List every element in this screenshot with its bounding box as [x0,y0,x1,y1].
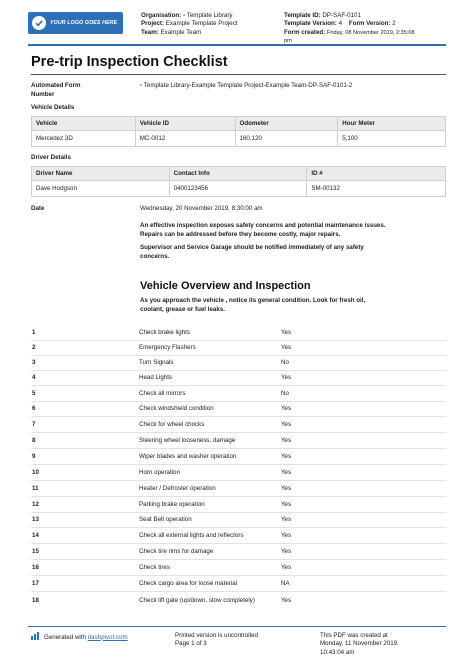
project-value: Example Template Project [165,20,238,28]
column-header: Vehicle ID [135,117,235,131]
footer-generated [31,632,128,643]
list-item [31,402,446,417]
vehicle-details-heading: Vehicle Details [31,104,75,111]
item-answer: No [281,359,289,366]
form-created-value: Friday, 08 November 2019, 2:35:08 [327,29,415,36]
list-item [31,434,446,449]
list-item [31,561,446,576]
page-number: Page 1 of 3 [175,640,207,648]
section-instruction-line1: As you approach the vehicle , notice its general condition. Look for fresh oil, [140,297,366,304]
form-created-label: Form created: [284,28,326,36]
id-cell: SM-00132 [307,181,446,197]
driver-details-table [31,166,446,197]
team-label: Team: [141,28,159,36]
list-item [31,529,446,544]
item-number: 2 [32,344,36,351]
document-header [28,10,448,45]
item-answer: Yes [281,532,292,539]
team-value: Example Team [160,28,202,36]
item-question: Check windshield condition [139,405,214,412]
footer-divider [28,626,446,627]
form-number-label-line1: Automated Form [31,82,81,89]
company-logo [28,12,123,34]
item-number: 7 [32,421,36,428]
project-label: Project: [141,20,165,28]
template-id-value: DP-SAF-0101 [322,12,361,19]
logo-check-icon [32,16,46,30]
list-item [31,466,446,481]
item-question: Check cargo area for loose material [139,580,238,587]
column-header: Hour Meter [338,117,446,131]
header-org-info [141,12,238,37]
column-header: ID # [307,167,446,181]
list-item [31,498,446,513]
form-number-label-line2: Number [31,90,55,98]
vehicle-cell: Mercedez 3D [32,131,136,147]
list-item [31,418,446,433]
list-item [31,387,446,402]
item-number: 10 [32,469,39,476]
form-version-value: 2 [392,20,396,28]
table-row [32,181,446,197]
intro-paragraph-1-line2: Repairs can be addressed before they become costly, major repairs. [140,230,341,238]
item-number: 4 [32,374,36,381]
table-row [32,131,446,147]
section-instruction-line2: coolant, grease or fuel leaks. [140,305,225,313]
item-answer: Yes [281,437,292,444]
column-header: Vehicle [32,117,136,131]
dashpivot-link[interactable]: dashpivot.com [87,633,128,641]
pdf-created-line1: This PDF was created at [320,632,388,639]
item-answer: Yes [281,405,292,412]
intro-paragraph-1-line1: An effective inspection exposes safety concerns and potential maintenance issues. [140,222,386,229]
list-item [31,371,446,386]
column-header: Contact Info [169,167,307,181]
vehicle-details-table [31,116,446,147]
item-number: 13 [32,516,39,523]
item-number: 14 [32,532,39,539]
vehicle-id-cell: MC-0012 [135,131,235,147]
list-item [31,326,446,341]
page-title: Pre-trip Inspection Checklist [31,54,228,70]
list-item [31,545,446,560]
footer-pdf-created [320,632,399,657]
item-question: Check for wheel chocks [139,421,205,428]
item-number: 15 [32,548,39,555]
item-answer: Yes [281,548,292,555]
bar-chart-icon [31,632,40,643]
item-question: Seat Belt operation [139,516,192,523]
header-template-info [284,12,415,46]
item-answer: No [281,390,289,397]
item-answer: Yes [281,501,292,508]
item-answer: Yes [281,421,292,428]
item-number: 16 [32,564,39,571]
generated-prefix: Generated with [44,633,86,641]
item-question: Heater / Defroster operation [139,485,216,492]
item-question: Check all mirrors [139,390,186,397]
template-version-label: Template Version: [284,20,337,28]
form-number-label [31,82,81,99]
list-item [31,341,446,356]
item-answer: Yes [281,344,292,351]
org-label: Organisation: [141,12,182,19]
item-number: 1 [32,329,36,336]
item-number: 11 [32,485,39,492]
item-number: 3 [32,359,36,366]
item-answer: Yes [281,329,292,336]
driver-details-heading: Driver Details [31,154,71,161]
contact-info-cell: 0400123456 [169,181,307,197]
item-answer: Yes [281,374,292,381]
table-header-row [32,117,446,131]
item-answer: Yes [281,469,292,476]
pdf-created-line3: 10:43:04 am [320,648,355,656]
item-number: 8 [32,437,36,444]
header-divider [28,44,446,46]
list-item [31,594,446,616]
template-id-label: Template ID: [284,12,321,19]
footer-printed [175,632,258,649]
odometer-cell: 160,120 [235,131,338,147]
intro-paragraph-1 [140,222,446,239]
form-number-value: ▫ Template Library-Example Template Project-Example Team-DP-SAF-0101-2 [140,82,353,89]
item-question: Horn operation [139,469,180,476]
item-question: Check brake lights [139,329,190,336]
item-question: Turn Signals [139,359,174,366]
intro-paragraph-2-line2: concerns. [140,252,170,260]
item-question: Check lift gate (up/down, stow completely) [139,597,255,604]
section-instruction [140,297,446,314]
list-item [31,450,446,465]
intro-paragraph-2-line1: Supervisor and Service Garage should be notified immediately of any safety [140,244,364,251]
item-question: Wiper blades and washer operation [139,453,237,460]
section-title: Vehicle Overview and Inspection [140,280,311,292]
list-item [31,356,446,371]
item-question: Parking brake operation [139,501,205,508]
item-number: 17 [32,580,39,587]
item-question: Check tire rims for damage [139,548,214,555]
item-number: 12 [32,501,39,508]
item-question: Check tires [139,564,170,571]
item-answer: Yes [281,516,292,523]
item-question: Emergency Flashers [139,344,196,351]
driver-name-cell: Dave Hodgson [32,181,170,197]
item-question: Head Lights [139,374,173,381]
item-number: 6 [32,405,36,412]
form-version-label: Form Version: [348,20,391,28]
column-header: Driver Name [32,167,170,181]
item-question: Check all external lights and reflectors [139,532,244,539]
form-created-value-cont: pm [284,38,292,45]
item-answer: NA [281,580,290,587]
org-value: ▫ Template Library [182,12,233,19]
item-question: Steering wheel looseness, damage [139,437,236,444]
item-number: 18 [32,597,39,604]
list-item [31,482,446,497]
template-version-value: 4 [338,20,343,28]
item-answer: Yes [281,564,292,571]
table-header-row [32,167,446,181]
list-item [31,513,446,528]
item-number: 9 [32,453,36,460]
list-item [31,577,446,592]
title-divider [31,74,446,75]
item-answer: Yes [281,597,292,604]
date-label: Date [31,205,45,212]
item-answer: Yes [281,453,292,460]
logo-text: YOUR LOGO GOES HERE [50,20,118,26]
item-answer: Yes [281,485,292,492]
hour-meter-cell: 5,100 [338,131,446,147]
item-number: 5 [32,390,36,397]
pdf-created-line2: Monday, 11 November 2019, [320,640,399,648]
date-value: Wednesday, 20 November 2019, 8:30:00 am [140,205,263,212]
column-header: Odometer [235,117,338,131]
printed-notice: Printed version is uncontrolled [175,632,258,639]
intro-paragraph-2 [140,244,446,261]
